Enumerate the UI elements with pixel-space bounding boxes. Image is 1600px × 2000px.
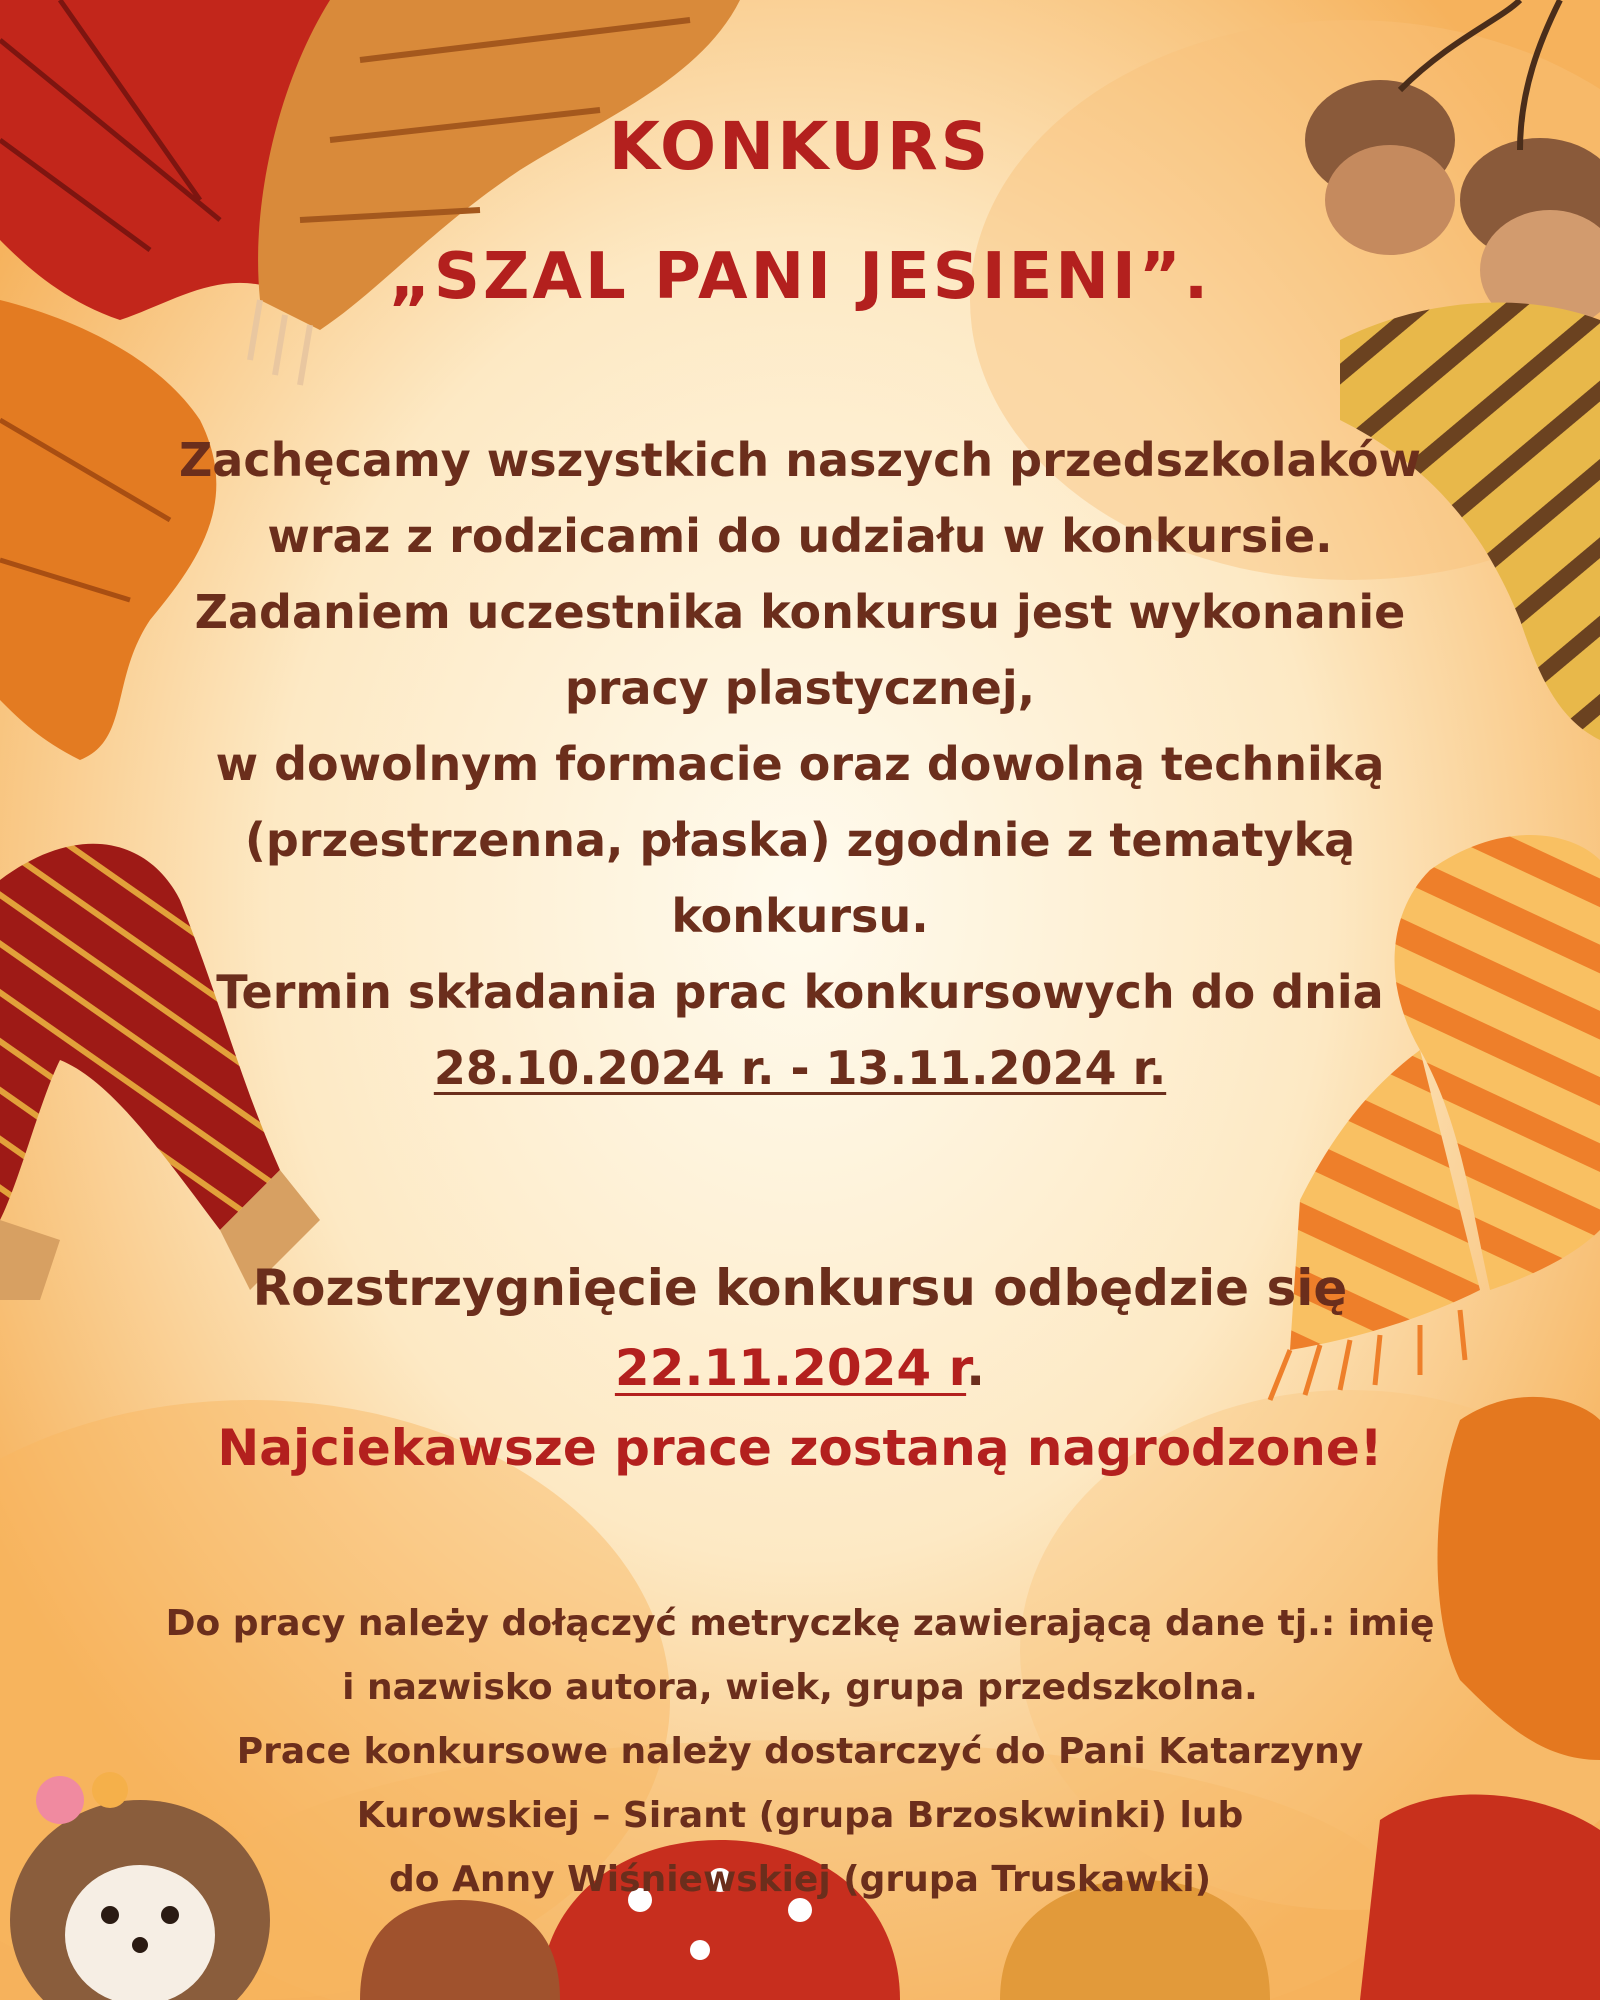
intro-line: w dowolnym formacie oraz dowolną techniką: [215, 737, 1385, 791]
title-konkurs: KONKURS: [608, 108, 992, 185]
intro-line: konkursu.: [671, 889, 929, 943]
result-line: Rozstrzygnięcie konkursu odbędzie się: [252, 1259, 1348, 1317]
footer-instructions: [60, 1592, 1540, 1912]
footer-line: i nazwisko autora, wiek, grupa przedszkolna.: [342, 1667, 1258, 1708]
intro-text: [60, 422, 1540, 1106]
result-date-suffix: .: [966, 1339, 986, 1397]
submission-dates: 28.10.2024 r. - 13.11.2024 r.: [433, 1041, 1167, 1095]
footer-line: Kurowskiej – Sirant (grupa Brzoskwinki) lub: [356, 1795, 1244, 1836]
intro-line: wraz z rodzicami do udziału w konkursie.: [267, 509, 1333, 563]
intro-line: Zadaniem uczestnika konkursu jest wykonanie: [194, 585, 1406, 639]
intro-line: Zachęcamy wszystkich naszych przedszkolaków: [178, 433, 1422, 487]
result-section: [60, 1248, 1540, 1488]
footer-line: do Anny Wiśniewskiej (grupa Truskawki): [388, 1859, 1212, 1900]
intro-line: pracy plastycznej,: [564, 661, 1036, 715]
title-contest-name: „SZAL PANI JESIENI”.: [388, 240, 1212, 314]
footer-line: Prace konkursowe należy dostarczyć do Pani Katarzyny: [236, 1731, 1364, 1772]
prize-announcement: Najciekawsze prace zostaną nagrodzone!: [217, 1419, 1383, 1477]
intro-line: (przestrzenna, płaska) zgodnie z tematyką: [244, 813, 1356, 867]
footer-line: Do pracy należy dołączyć metryczkę zawierającą dane tj.: imię: [165, 1603, 1435, 1644]
result-date: 22.11.2024 r: [614, 1339, 967, 1397]
intro-line: Termin składania prac konkursowych do dnia: [216, 965, 1384, 1019]
